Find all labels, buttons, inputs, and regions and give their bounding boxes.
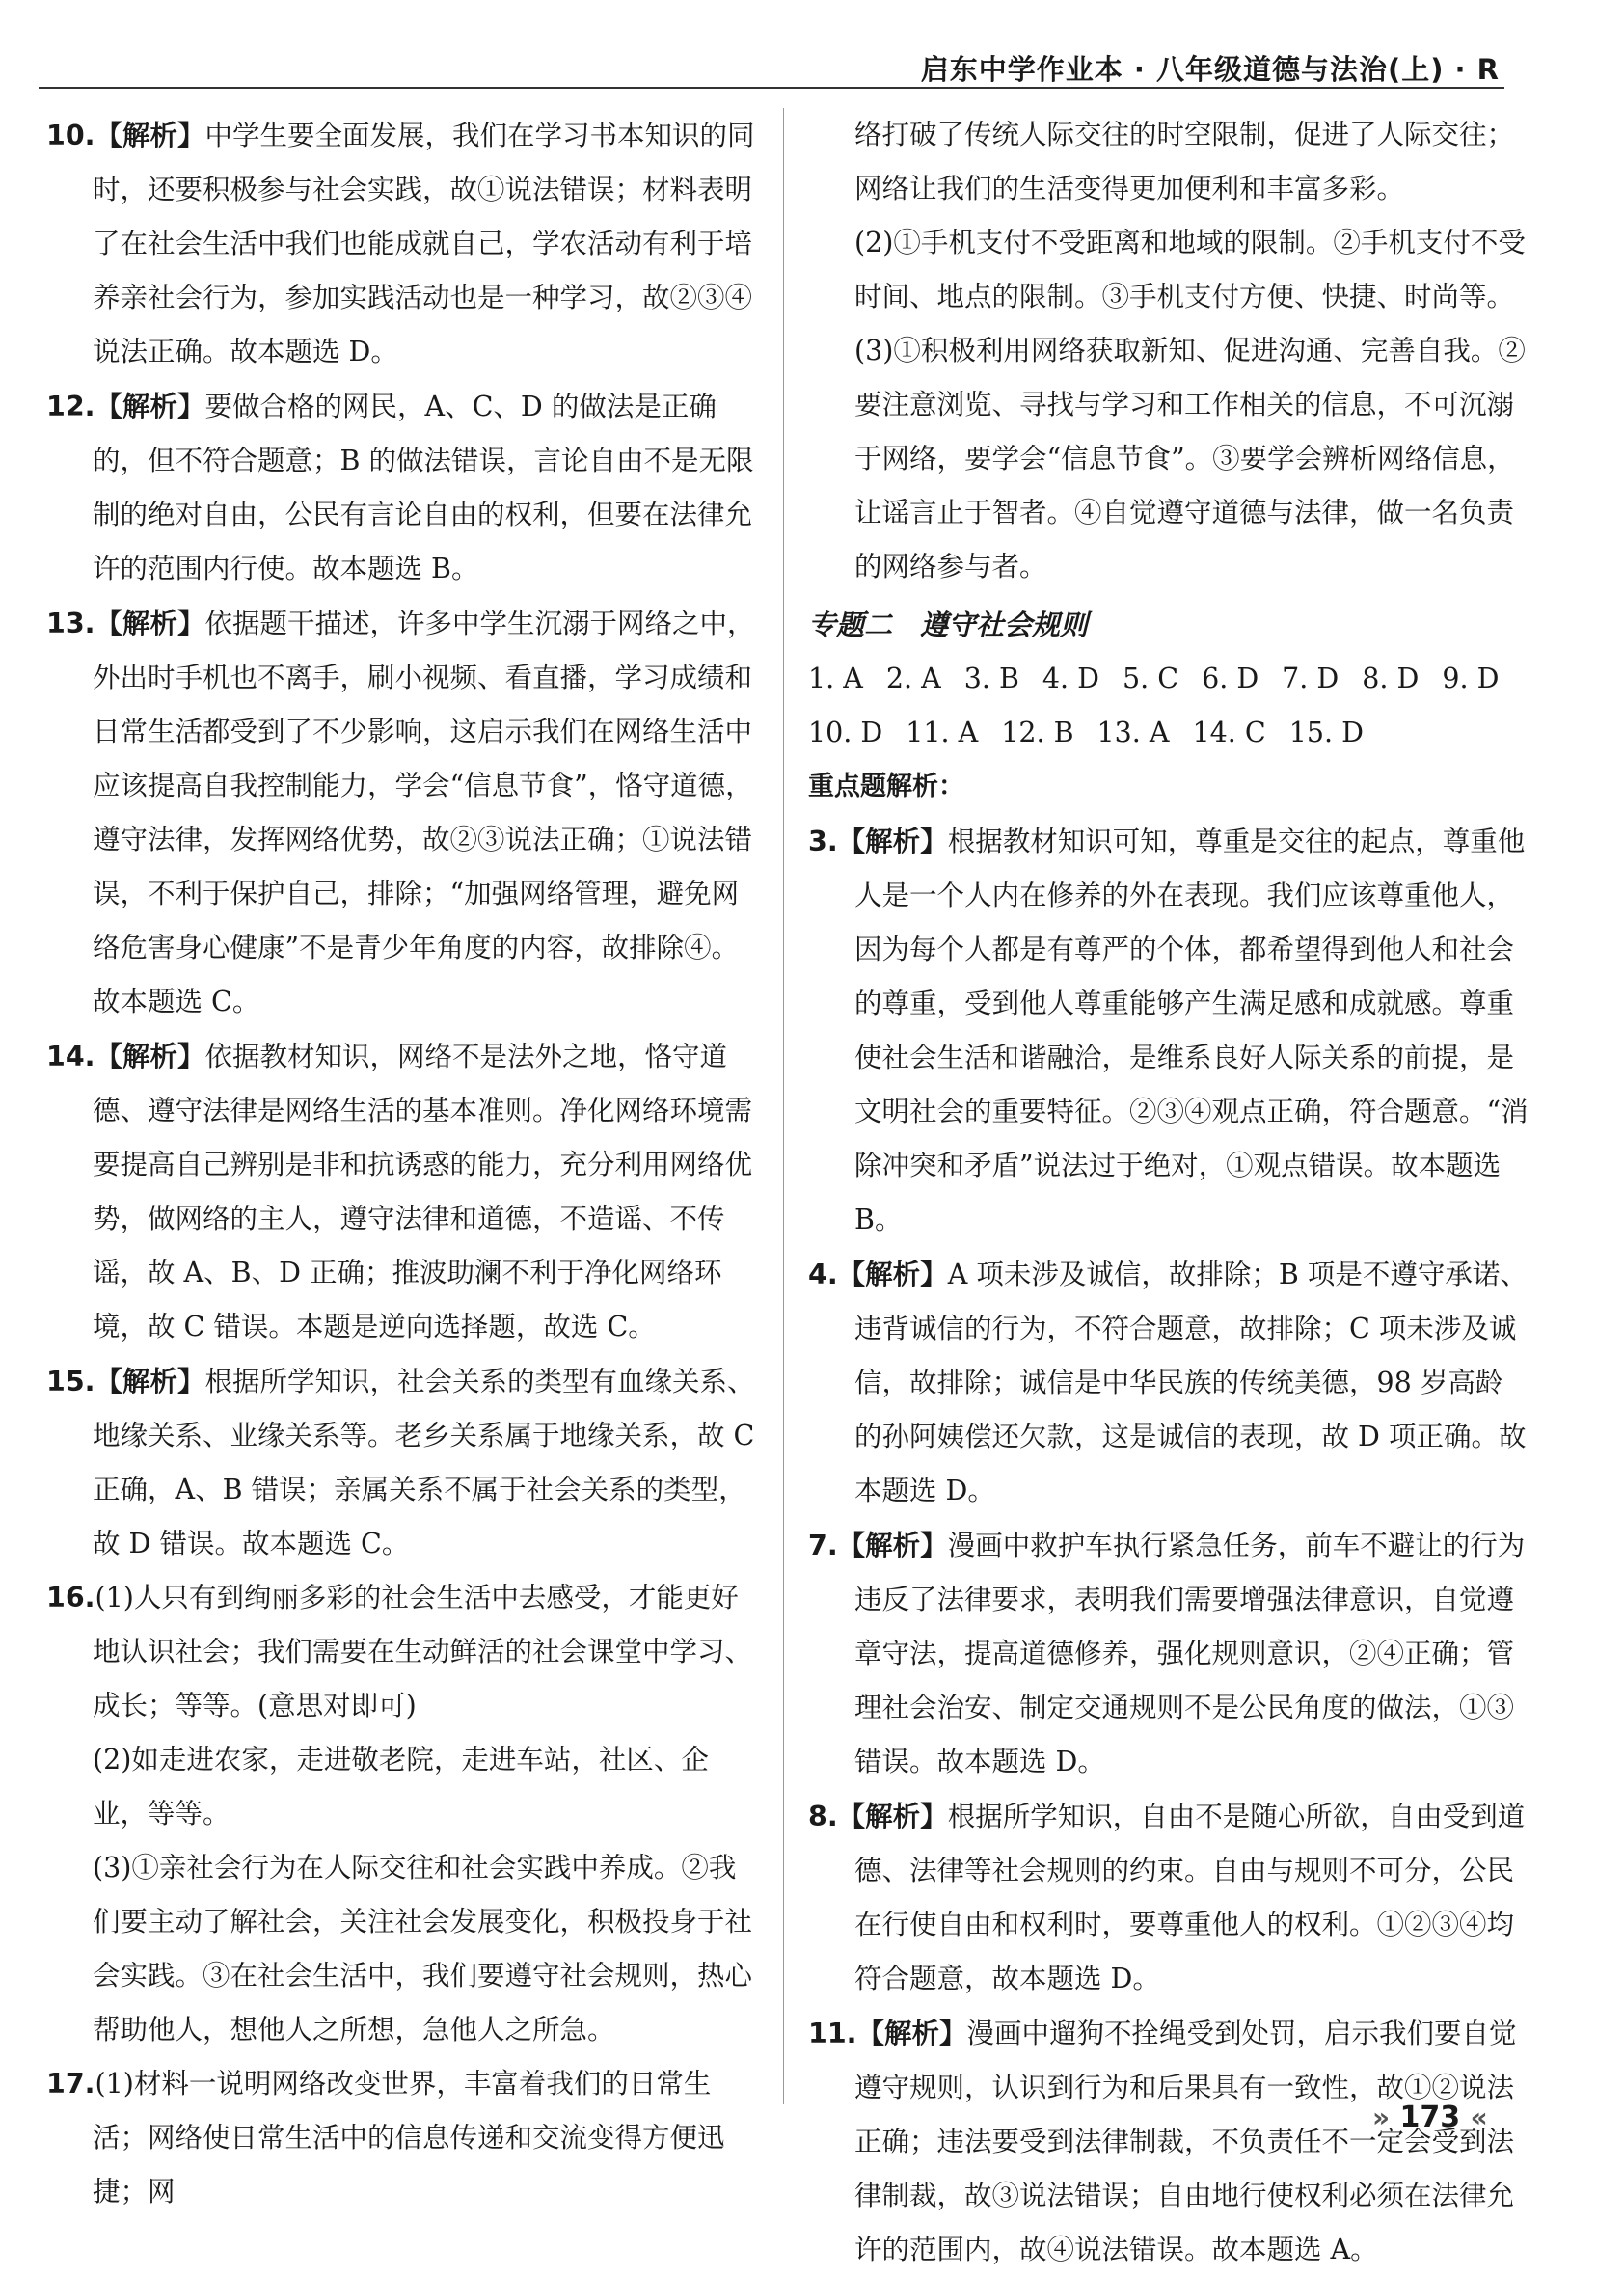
item-number: 14. xyxy=(46,1041,95,1072)
answer-key: 14. C xyxy=(1192,717,1266,748)
analysis-tag: 【解析】 xyxy=(837,1529,948,1561)
analysis-tag: 【解析】 xyxy=(95,1365,205,1397)
answer-key: 8. D xyxy=(1362,663,1420,694)
item-number: 11. xyxy=(808,2018,857,2049)
answer-14 xyxy=(46,1029,755,1354)
answer-10 xyxy=(46,108,755,379)
analysis-tag: 【解析】 xyxy=(837,1258,948,1290)
page-number-value: 173 xyxy=(1399,2101,1461,2134)
item-number: 8. xyxy=(808,1801,838,1832)
analysis-tag: 【解析】 xyxy=(95,390,205,422)
chevron-left-icon: « xyxy=(1470,2101,1488,2133)
answer-key: 11. A xyxy=(906,717,979,748)
answer-key: 2. A xyxy=(885,663,941,694)
analysis-tag: 【解析】 xyxy=(95,119,205,151)
item-text: 根据所学知识，自由不是随心所欲，自由受到道德、法律等社会规则的约束。自由与规则不可分，公民在行使自由和权利时，要尊重他人的权利。①②③④均符合题意，故本题选 D。 xyxy=(854,1801,1526,1994)
answer-key-row-2 xyxy=(808,706,1529,760)
analysis-8 xyxy=(808,1789,1529,2006)
item-text: 漫画中救护车执行紧急任务，前车不避让的行为违反了法律要求，表明我们需要增强法律意识，自觉遵章守法，提高道德修养，强化规则意识，②④正确；管理社会治安、制定交通规则不是公民角度的做法，①③错误。故本题选 D。 xyxy=(854,1530,1526,1777)
key-analysis-label: 重点题解析： xyxy=(808,772,964,801)
answer-17-part-3: (3)①积极利用网络获取新知、促进沟通、完善自我。②要注意浏览、寻找与学习和工作相关的信息，不可沉溺于网络，要学会“信息节食”。③要学会辨析网络信息，让谣言止于智者。④自觉遵守道德与法律，做一名负责的网络参与者。 xyxy=(854,335,1526,583)
answer-key: 1. A xyxy=(808,663,863,694)
chevron-right-icon: » xyxy=(1372,2101,1391,2133)
answer-13 xyxy=(46,596,755,1029)
item-number: 10. xyxy=(46,120,95,151)
analysis-tag: 【解析】 xyxy=(837,825,948,857)
answer-key: 4. D xyxy=(1042,663,1099,694)
right-column xyxy=(808,108,1529,2277)
item-number: 4. xyxy=(808,1259,838,1290)
answer-17 xyxy=(46,2057,755,2219)
answer-key: 13. A xyxy=(1096,717,1170,748)
answer-16 xyxy=(46,1571,755,1733)
item-text: (1)材料一说明网络改变世界，丰富着我们的日常生活；网络使日常生活中的信息传递和交流变得方便迅捷；网 xyxy=(93,2068,725,2208)
analysis-tag: 【解析】 xyxy=(95,607,205,639)
section-title: 专题二 遵守社会规则 xyxy=(808,609,1089,641)
item-number: 17. xyxy=(46,2068,95,2100)
answer-16-part-3: (3)①亲社会行为在人际交往和社会实践中养成。②我们要主动了解社会，关注社会发展变化，积极投身于社会实践。③在社会生活中，我们要遵守社会规则，热心帮助他人，想他人之所想，急他人之所急。 xyxy=(93,1852,753,2046)
answer-key: 6. D xyxy=(1202,663,1259,694)
analysis-4 xyxy=(808,1247,1529,1518)
page-header xyxy=(39,48,1504,89)
item-text: 根据教材知识可知，尊重是交往的起点，尊重他人是一个人内在修养的外在表现。我们应该尊重他人，因为每个人都是有尊严的个体，都希望得到他人和社会的尊重，受到他人尊重能够产生满足感和成就感。尊重使社会生活和谐融洽，是维系良好人际关系的前提，是文明社会的重要特征。②③④观点正确，符合题意。“消除冲突和矛盾”说法过于绝对，①观点错误。故本题选 B。 xyxy=(854,826,1529,1235)
item-number: 12. xyxy=(46,391,95,422)
answer-12 xyxy=(46,379,755,596)
answer-key: 10. D xyxy=(808,717,883,748)
item-number: 7. xyxy=(808,1530,838,1561)
answer-key: 5. C xyxy=(1123,663,1179,694)
item-text: 漫画中遛狗不拴绳受到处罚，启示我们要自觉遵守规则，认识到行为和后果具有一致性，故①②说法正确；违法要受到法律制裁，不负责任不一定会受到法律制裁，故③说法错误；自由地行使权利必须在法律允许的范围内，故④说法错误。故本题选 A。 xyxy=(854,2018,1517,2265)
answer-17-continued: 络打破了传统人际交往的时空限制，促进了人际交往；网络让我们的生活变得更加便利和丰富多彩。 xyxy=(854,119,1515,204)
item-number: 15. xyxy=(46,1366,95,1397)
answer-key: 3. B xyxy=(963,663,1019,694)
answer-key: 12. B xyxy=(1001,717,1074,748)
item-text: (1)人只有到绚丽多彩的社会生活中去感受，才能更好地认识社会；我们需要在生动鲜活的社会课堂中学习、成长；等等。(意思对即可) xyxy=(93,1582,753,1721)
column-divider xyxy=(783,108,784,2104)
answer-15 xyxy=(46,1354,755,1571)
answer-key: 15. D xyxy=(1288,717,1364,748)
header-title: 启东中学作业本 · 八年级道德与法治(上) · R xyxy=(920,53,1500,86)
item-number: 16. xyxy=(46,1582,95,1613)
left-column xyxy=(46,108,755,2219)
answer-key-row-1 xyxy=(808,652,1529,706)
analysis-tag: 【解析】 xyxy=(837,1800,948,1832)
item-text: 根据所学知识，社会关系的类型有血缘关系、地缘关系、业缘关系等。老乡关系属于地缘关系，故 C 正确，A、B 错误；亲属关系不属于社会关系的类型，故 D 错误。故本题选 C。 xyxy=(93,1366,755,1559)
analysis-11 xyxy=(808,2006,1529,2277)
item-number: 13. xyxy=(46,608,95,639)
page-number xyxy=(1372,2101,1488,2134)
answer-16-part-2: (2)如走进农家，走进敬老院，走进车站，社区、企业，等等。 xyxy=(93,1744,709,1830)
analysis-7 xyxy=(808,1518,1529,1789)
item-text: 要做合格的网民，A、C、D 的做法是正确的，但不符合题意；B 的做法错误，言论自由不是无限制的绝对自由，公民有言论自由的权利，但要在法律允许的范围内行使。故本题选 B。 xyxy=(93,391,754,584)
analysis-tag: 【解析】 xyxy=(95,1040,205,1072)
item-text: A 项未涉及诚信，故排除；B 项是不遵守承诺、违背诚信的行为，不符合题意，故排除；C 项未涉及诚信，故排除；诚信是中华民族的传统美德，98 岁高龄的孙阿姨偿还欠款，这是诚信的表现，故 D 项正确。故本题选 D。 xyxy=(854,1259,1528,1506)
analysis-3 xyxy=(808,814,1529,1247)
item-text: 依据教材知识，网络不是法外之地，恪守道德、遵守法律是网络生活的基本准则。净化网络环境需要提高自己辨别是非和抗诱惑的能力，充分利用网络优势，做网络的主人，遵守法律和道德，不造谣、不传谣，故 A、B、D 正确；推波助澜不利于净化网络环境，故 C 错误。本题是逆向选择题，故选 C。 xyxy=(93,1041,753,1342)
analysis-tag: 【解析】 xyxy=(856,2017,967,2049)
item-text: 中学生要全面发展，我们在学习书本知识的同时，还要积极参与社会实践，故①说法错误；材料表明了在社会生活中我们也能成就自己，学农活动有利于培养亲社会行为，参加实践活动也是一种学习，故②③④说法正确。故本题选 D。 xyxy=(93,120,755,367)
answer-17-part-2: (2)①手机支付不受距离和地域的限制。②手机支付不受时间、地点的限制。③手机支付方便、快捷、时尚等。 xyxy=(854,227,1526,312)
answer-key: 7. D xyxy=(1282,663,1340,694)
item-text: 依据题干描述，许多中学生沉溺于网络之中，外出时手机也不离手，刷小视频、看直播，学习成绩和日常生活都受到了不少影响，这启示我们在网络生活中应该提高自我控制能力，学会“信息节食”，恪守道德，遵守法律，发挥网络优势，故②③说法正确；①说法错误，不利于保护自己，排除；“加强网络管理，避免网络危害身心健康”不是青少年角度的内容，故排除④。故本题选 C。 xyxy=(93,608,755,1017)
answer-key: 9. D xyxy=(1442,663,1500,694)
item-number: 3. xyxy=(808,826,838,857)
